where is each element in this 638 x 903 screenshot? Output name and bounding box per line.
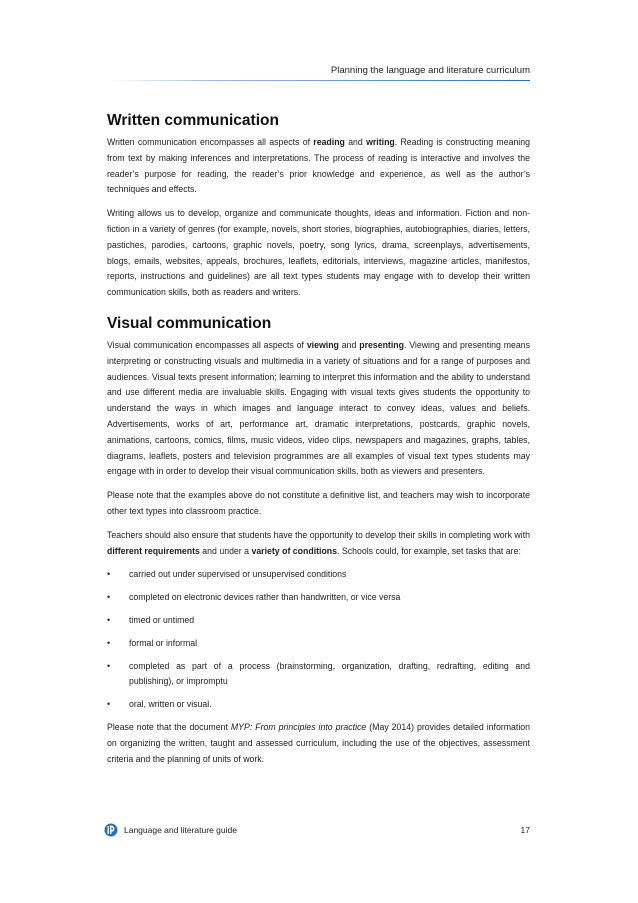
list-item-text: formal or informal: [129, 637, 198, 648]
list-item: [107, 590, 530, 606]
list-item: [107, 613, 530, 629]
paragraph: [107, 338, 530, 480]
page-number: 17: [520, 825, 530, 835]
text: . Schools could, for example, set tasks that are:: [337, 545, 521, 556]
list-item: [107, 659, 530, 691]
paragraph: [107, 720, 530, 767]
list-item: [107, 567, 530, 583]
list-item-text: completed on electronic devices rather than handwritten, or vice versa: [129, 592, 401, 603]
paragraph: Please note that the examples above do not constitute a definitive list, and teachers may wish to incorporate other text types into classroom practice.: [107, 490, 530, 516]
bullet-list: [107, 567, 530, 713]
bold-term: variety of conditions: [251, 545, 338, 556]
text: . Reading is constructing meaning from text by making inferences and interpretations. The process of reading is interactive and involves the reader’s purpose for reading, the reader’s prior knowledge and experience, as well as the author’s techniques and effects.: [107, 137, 530, 195]
bullet-icon: •: [107, 637, 111, 648]
text: (May 2014) provides detailed information on organizing the written, taught and assessed curriculum, including the use of the objectives, assessment criteria and the planning of units of work.: [107, 721, 530, 764]
list-item-text: oral, written or visual.: [129, 699, 212, 710]
text: and under a: [199, 545, 252, 556]
text: and: [338, 339, 360, 350]
running-title: Planning the language and literature curriculum: [330, 65, 530, 76]
bullet-icon: •: [107, 569, 111, 580]
document-title: MYP: From principles into practice: [230, 721, 367, 732]
ib-logo-icon: [104, 823, 118, 837]
bullet-icon: •: [107, 592, 111, 603]
footer-guide-title: Language and literature guide: [124, 825, 237, 835]
bold-term: writing: [366, 137, 395, 147]
text: Please note that the document: [107, 721, 231, 732]
page-content: [107, 112, 530, 775]
bullet-icon: •: [107, 660, 111, 671]
paragraph: [107, 528, 530, 560]
text: Teachers should also ensure that students have the opportunity to develop their skills in completing work with: [107, 529, 530, 540]
list-item-text: carried out under supervised or unsupervised conditions: [129, 569, 347, 580]
bold-term: reading: [313, 137, 345, 147]
list-item-text: completed as part of a process (brainstorming, organization, drafting, redrafting, editing and publishing), or impromptu: [129, 660, 530, 687]
text: . Viewing and presenting means interpreting or constructing visuals and multimedia in a variety of situations and for a range of purposes and audiences. Visual texts present information; learning to interpret this information and the ability to understand and use different media are invaluable skills. Engaging with visual texts gives students the opportunity to understand the ways in which images and language interact to convey ideas, values and beliefs. Advertisements, works of art, performance art, dramatic interpretations, postcards, graphic novels, animations, cartoons, comics, films, music videos, video clips, newspapers and magazines, graphs, tables, diagrams, leaflets, posters and television programmes are all examples of visual text types students may engage with in order to develop their visual communication skills, both as viewers and presenters.: [107, 339, 530, 477]
bold-term: presenting: [359, 339, 404, 350]
list-item: [107, 697, 530, 713]
text: Written communication encompasses all aspects of: [107, 137, 314, 147]
section-heading: Visual communication: [107, 314, 272, 332]
section-visual-communication: [107, 315, 530, 767]
paragraph: Writing allows us to develop, organize and communicate thoughts, ideas and information. Fiction and non-fiction in a variety of genres (for example, novels, short stories, biographies, autobiographies, diaries, letters, pastiches, parodies, cartoons, graphic novels, poetry, song lyrics, drama, screenplays, advertisements, blogs, emails, websites, appeals, brochures, leaflets, editorials, interviews, magazine articles, manifestos, reports, instructions and guidelines) are all text types students may engage with to develop their written communication skills, both as readers and writers.: [107, 208, 530, 298]
text: and: [344, 137, 367, 147]
text: Visual communication encompasses all aspects of: [107, 339, 307, 350]
list-item-text: timed or untimed: [129, 614, 195, 625]
section-heading: Written communication: [107, 112, 279, 129]
section-written-communication: [107, 112, 530, 301]
paragraph: [107, 135, 530, 198]
bullet-icon: •: [107, 614, 111, 625]
bold-term: viewing: [306, 339, 339, 350]
header-rule: [107, 80, 530, 81]
bullet-icon: •: [107, 699, 111, 710]
bold-term: different requirements: [107, 545, 200, 556]
list-item: [107, 636, 530, 652]
